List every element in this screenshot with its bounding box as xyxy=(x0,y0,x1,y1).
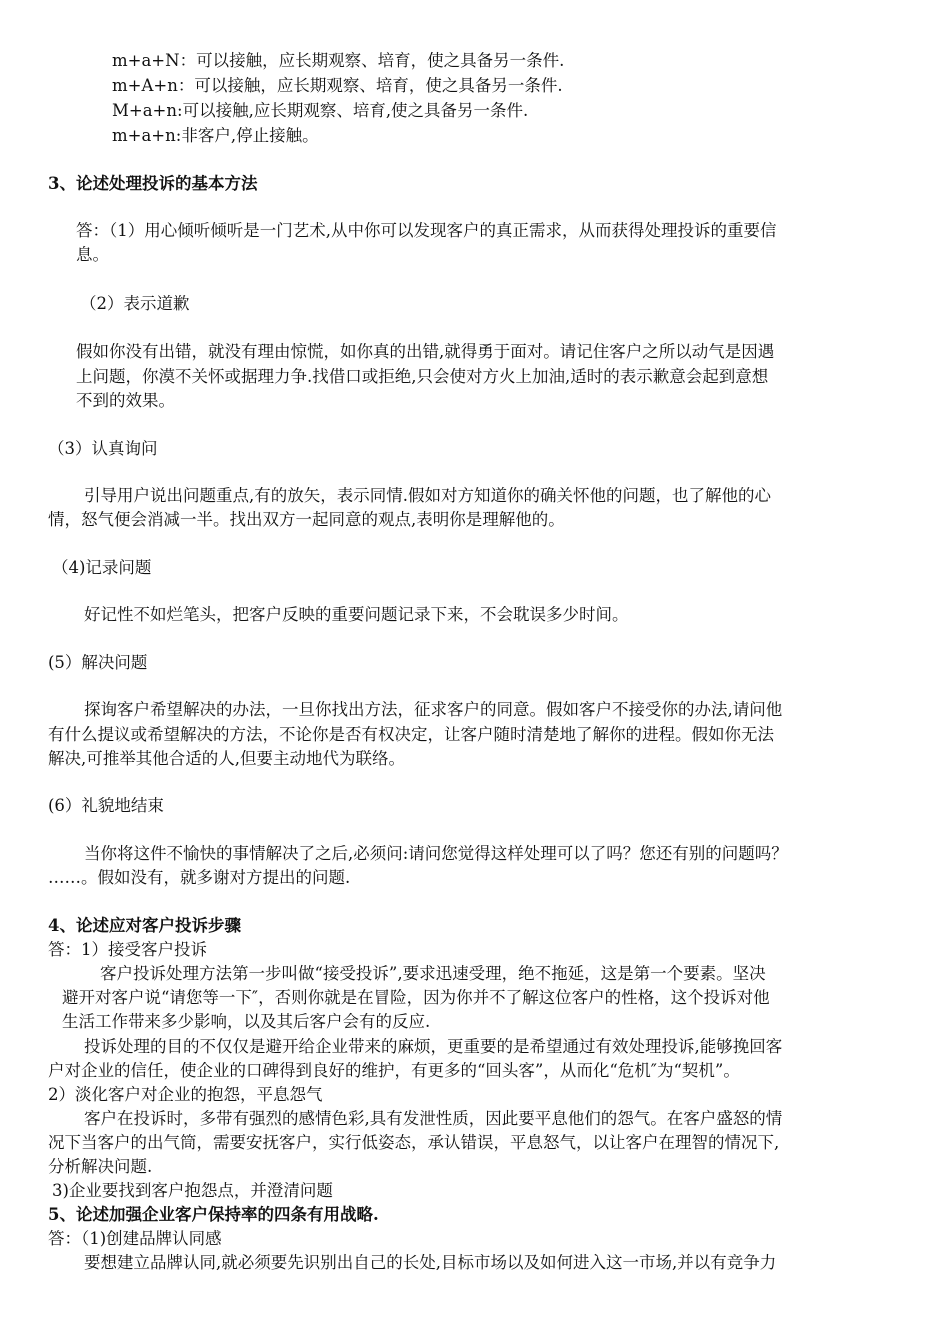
section-heading: 4、论述应对客户投诉步骤 xyxy=(48,916,241,935)
paragraph-line: 解决,可推举其他合适的人,但要主动地代为联络。 xyxy=(48,749,405,768)
paragraph-line: 情，怒气便会消减一半。找出双方一起同意的观点,表明你是理解他的。 xyxy=(48,510,565,529)
condition-line: M+a+n:可以接触,应长期观察、培育,使之具备另一条件. xyxy=(112,101,529,120)
paragraph-line: 探询客户希望解决的办法，一旦你找出方法，征求客户的同意。假如客户不接受你的办法,请问他 xyxy=(84,700,783,719)
paragraph-line: 户对企业的信任，使企业的口碑得到良好的维护，有更多的“回头客”，从而化“危机″为“契机”。 xyxy=(48,1061,740,1080)
subheading: (6）礼貌地结束 xyxy=(48,796,164,815)
paragraph-line: 引导用户说出问题重点,有的放矢，表示同情.假如对方知道你的确关怀他的问题，也了解他的心 xyxy=(84,486,771,505)
paragraph-line: 好记性不如烂笔头，把客户反映的重要问题记录下来，不会耽误多少时间。 xyxy=(84,605,629,624)
paragraph-line: 况下当客户的出气筒，需要安抚客户，实行低姿态，承认错误，平息怒气，以让客户在理智的情况下, xyxy=(48,1133,780,1152)
subheading: （2）表示道歉 xyxy=(80,294,190,313)
section-heading: 5、论述加强企业客户保持率的四条有用战略. xyxy=(48,1205,379,1224)
paragraph-line: 避开对客户说“请您等一下″，否则你就是在冒险，因为你并不了解这位客户的性格，这个投诉对他 xyxy=(62,988,770,1007)
answer-line: 答：（1)创建品牌认同感 xyxy=(48,1229,222,1248)
paragraph-line: 息。 xyxy=(76,245,109,264)
section-heading: 3、论述处理投诉的基本方法 xyxy=(48,174,258,193)
subheading: （4)记录问题 xyxy=(52,558,152,577)
condition-line: m+a+N：可以接触，应长期观察、培育，使之具备另一条件. xyxy=(112,51,565,70)
paragraph-line: 上问题，你漠不关怀或据理力争.找借口或拒绝,只会使对方火上加油,适时的表示歉意会起到意想 xyxy=(76,367,769,386)
condition-line: m+a+n:非客户,停止接触。 xyxy=(112,126,319,145)
subheading: 3)企业要找到客户抱怨点，并澄清问题 xyxy=(52,1181,333,1200)
paragraph-line: 客户在投诉时，多带有强烈的感情色彩,具有发泄性质，因此要平息他们的怨气。在客户盛怒的情 xyxy=(84,1109,783,1128)
paragraph-line: 分析解决问题. xyxy=(48,1157,153,1176)
subheading: 2）淡化客户对企业的抱怨，平息怨气 xyxy=(48,1085,323,1104)
subheading: (5）解决问题 xyxy=(48,653,148,672)
condition-line: m+A+n：可以接触，应长期观察、培育，使之具备另一条件. xyxy=(112,76,563,95)
paragraph-line: 要想建立品牌认同,就必须要先识别出自己的长处,目标市场以及如何进入这一市场,并以有竞争力 xyxy=(84,1253,777,1272)
paragraph-line: 假如你没有出错，就没有理由惊慌，如你真的出错,就得勇于面对。请记住客户之所以动气是因遇 xyxy=(76,342,775,361)
paragraph-line: 客户投诉处理方法第一步叫做“接受投诉”,要求迅速受理，绝不拖延，这是第一个要素。坚决 xyxy=(100,964,766,983)
paragraph-line: 有什么提议或希望解决的方法，不论你是否有权决定，让客户随时清楚地了解你的进程。假如你无法 xyxy=(48,725,774,744)
answer-line: 答：1）接受客户投诉 xyxy=(48,940,207,959)
paragraph-line: 不到的效果。 xyxy=(76,391,175,410)
paragraph-line: 投诉处理的目的不仅仅是避开给企业带来的麻烦，更重要的是希望通过有效处理投诉,能够挽回客 xyxy=(84,1037,783,1056)
paragraph-line: ……。假如没有，就多谢对方提出的问题. xyxy=(48,868,351,887)
paragraph-line: 答：（1）用心倾听倾听是一门艺术,从中你可以发现客户的真正需求，从而获得处理投诉的重要信 xyxy=(76,221,777,240)
paragraph-line: 当你将这件不愉快的事情解决了之后,必须问:请问您觉得这样处理可以了吗？您还有别的问题吗？ xyxy=(84,844,788,863)
paragraph-line: 生活工作带来多少影响，以及其后客户会有的反应. xyxy=(62,1012,431,1031)
subheading: （3）认真询问 xyxy=(48,439,158,458)
